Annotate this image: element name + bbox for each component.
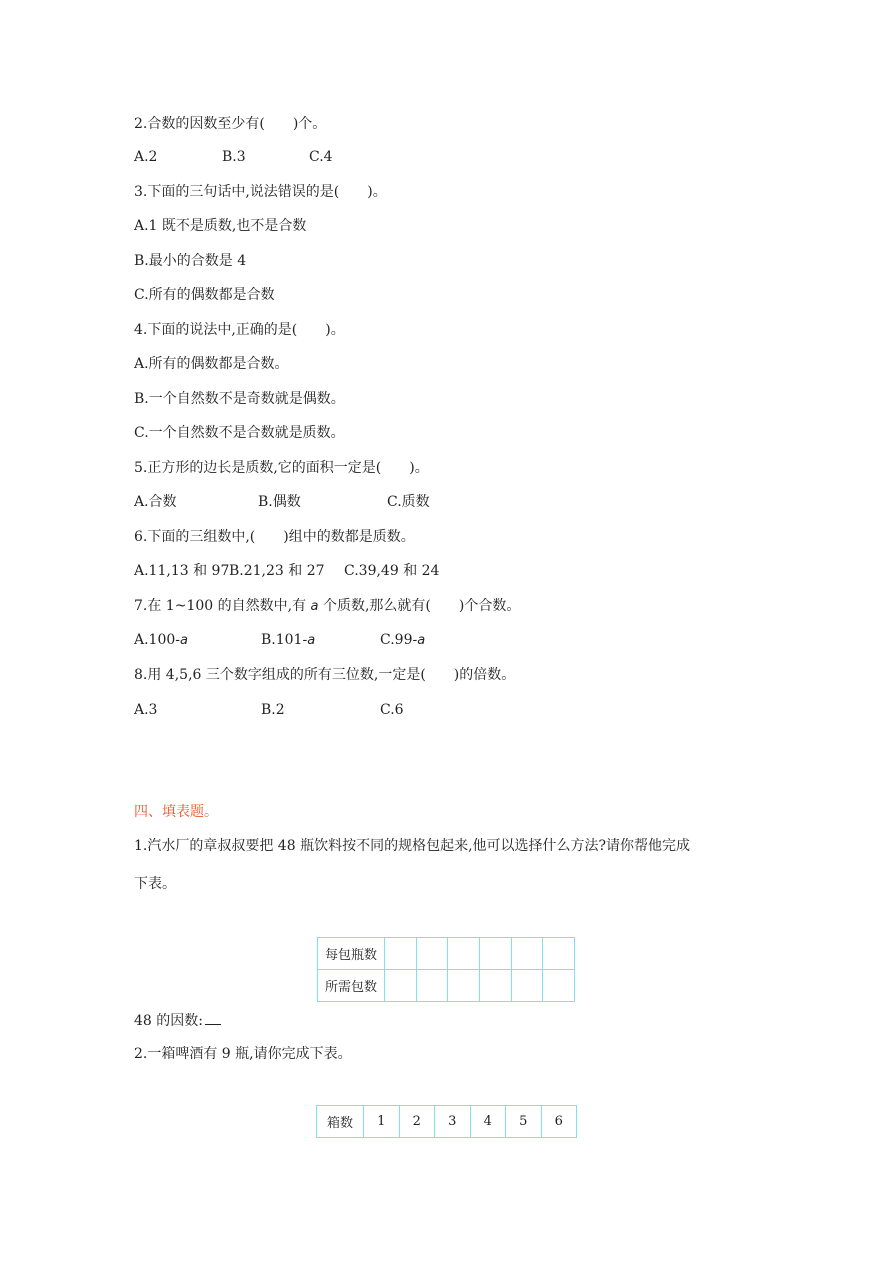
- table-cell-empty[interactable]: [385, 970, 417, 1002]
- q3-stem: 3.下面的三句话中,说法错误的是( )。: [134, 184, 387, 200]
- section-heading: 四、填表题。: [134, 804, 218, 820]
- table-row: [317, 1106, 577, 1138]
- problem-2-stem: 2.一箱啤酒有 9 瓶,请你完成下表。: [134, 1046, 352, 1062]
- row-label-packs-needed: 所需包数: [318, 970, 385, 1002]
- factors-label: 48 的因数:: [134, 1013, 203, 1029]
- q2-option-a: A.2: [134, 149, 158, 165]
- q7-option-b: B.101-a: [261, 632, 316, 648]
- q2-stem: 2.合数的因数至少有( )个。: [134, 116, 327, 132]
- problem-1-line-2: 下表。: [134, 876, 176, 892]
- q4-option-b: B.一个自然数不是奇数就是偶数。: [134, 391, 345, 407]
- q8-option-b: B.2: [261, 702, 285, 718]
- q5-option-c: C.质数: [387, 494, 430, 510]
- q2-option-c: C.4: [309, 149, 333, 165]
- table-cell-empty[interactable]: [416, 970, 448, 1002]
- variable-a: a: [310, 599, 319, 614]
- header-boxes: 箱数: [317, 1106, 364, 1138]
- q7-option-c: C.99-a: [380, 632, 426, 648]
- q5-stem: 5.正方形的边长是质数,它的面积一定是( )。: [134, 460, 429, 476]
- q4-stem: 4.下面的说法中,正确的是( )。: [134, 322, 345, 338]
- table-cell-empty[interactable]: [479, 970, 511, 1002]
- table-cell-empty[interactable]: [448, 970, 480, 1002]
- table-cell-empty[interactable]: [511, 970, 543, 1002]
- q6-option-b: B.21,23 和 27: [229, 563, 325, 579]
- q6-stem: 6.下面的三组数中,( )组中的数都是质数。: [134, 529, 415, 545]
- q7-option-a: A.100-a: [134, 632, 188, 648]
- table-cell: 3: [435, 1106, 471, 1138]
- q4-option-c: C.一个自然数不是合数就是质数。: [134, 425, 345, 441]
- answer-blank[interactable]: [205, 1010, 221, 1025]
- table-cell-empty[interactable]: [479, 938, 511, 970]
- q6-option-c: C.39,49 和 24: [344, 563, 440, 579]
- table-cell: 1: [364, 1106, 400, 1138]
- table-cell: 5: [506, 1106, 542, 1138]
- q7-stem: 7.在 1~100 的自然数中,有 a 个质数,那么就有( )个合数。: [134, 598, 521, 614]
- table-cell: 2: [399, 1106, 435, 1138]
- q8-stem: 8.用 4,5,6 三个数字组成的所有三位数,一定是( )的倍数。: [134, 667, 516, 683]
- q8-option-c: C.6: [380, 702, 404, 718]
- q8-option-a: A.3: [134, 702, 158, 718]
- table-row: [318, 970, 575, 1002]
- q2-option-b: B.3: [222, 149, 246, 165]
- q5-option-b: B.偶数: [258, 494, 301, 510]
- table-cell: 4: [470, 1106, 506, 1138]
- table-row: [318, 938, 575, 970]
- problem-1-line-1: 1.汽水厂的章叔叔要把 48 瓶饮料按不同的规格包起来,他可以选择什么方法?请你帮他完成: [134, 838, 691, 854]
- row-label-bottles-per-pack: 每包瓶数: [318, 938, 385, 970]
- table-cell-empty[interactable]: [511, 938, 543, 970]
- table-cell-empty[interactable]: [448, 938, 480, 970]
- table-boxes: [316, 1105, 577, 1138]
- q3-option-a: A.1 既不是质数,也不是合数: [134, 218, 307, 234]
- q3-option-b: B.最小的合数是 4: [134, 253, 247, 269]
- q4-option-a: A.所有的偶数都是合数。: [134, 356, 289, 372]
- q3-option-c: C.所有的偶数都是合数: [134, 287, 275, 303]
- table-cell-empty[interactable]: [543, 970, 575, 1002]
- table-bottles-per-pack: [317, 937, 575, 1002]
- q6-option-a: A.11,13 和 97: [134, 563, 230, 579]
- table-cell-empty[interactable]: [543, 938, 575, 970]
- table-cell-empty[interactable]: [385, 938, 417, 970]
- table-cell-empty[interactable]: [416, 938, 448, 970]
- q5-option-a: A.合数: [134, 494, 177, 510]
- table-cell: 6: [541, 1106, 577, 1138]
- factors-of-48-line: [134, 1010, 221, 1031]
